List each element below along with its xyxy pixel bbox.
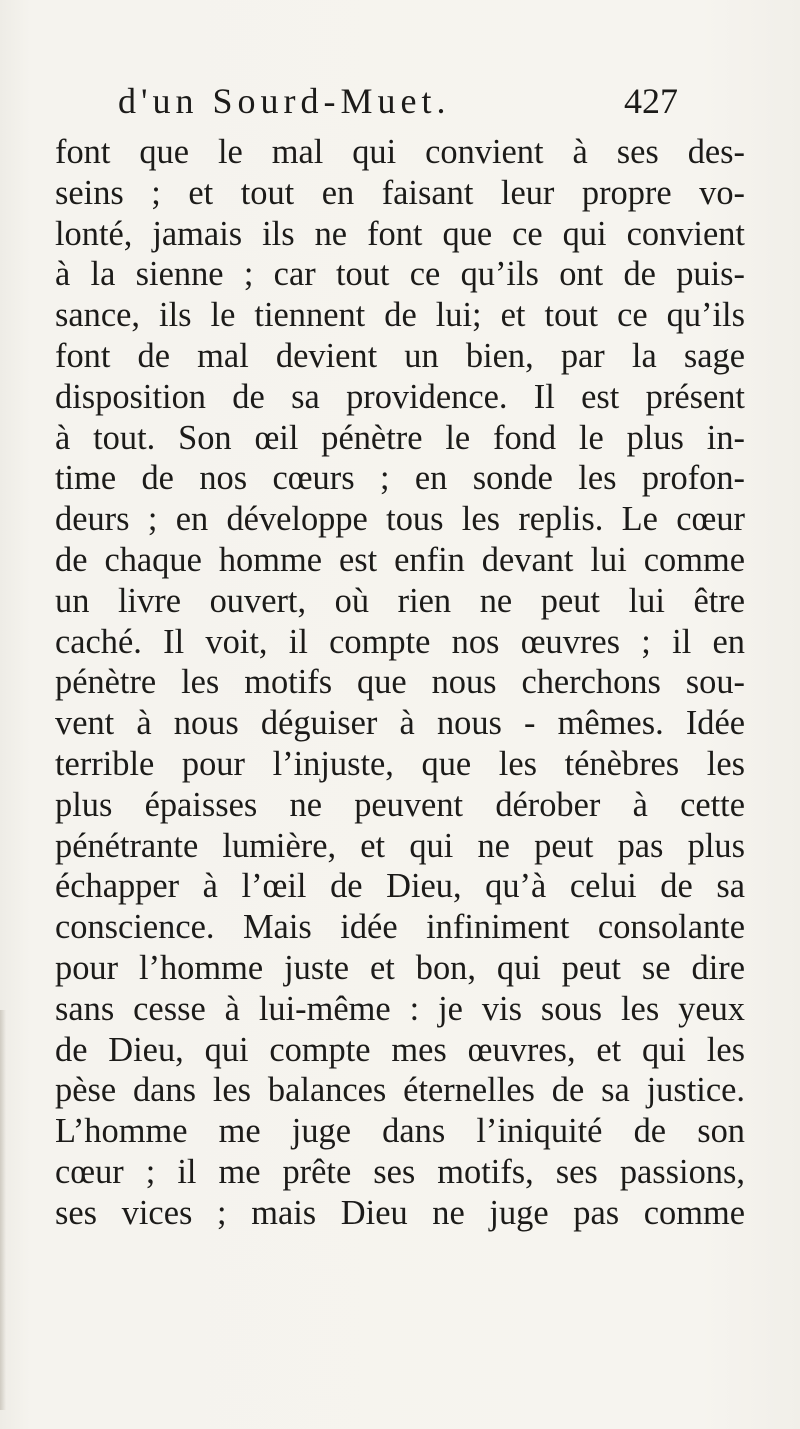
text-line: cœur ; il me prête ses motifs, ses passions, [55,1152,745,1191]
text-line: échapper à l’œil de Dieu, qu’à celui de sa [55,867,745,906]
text-line: de Dieu, qui compte mes œuvres, et qui les [55,1030,745,1069]
text-line: L’homme me juge dans l’iniquité de son [55,1112,745,1151]
text-line: de chaque homme est enfin devant lui comme [55,540,745,579]
text-line: un livre ouvert, où rien ne peut lui être [55,581,745,620]
running-title: d'un Sourd-Muet. [118,81,451,121]
text-line: font que le mal qui convient à ses des- [55,133,745,171]
text-line: time de nos cœurs ; en sonde les profon- [55,459,745,498]
text-line: seins ; et tout en faisant leur propre vo- [55,173,745,212]
text-line: pour l’homme juste et bon, qui peut se dire [55,948,745,987]
text-line: à la sienne ; car tout ce qu’ils ont de puis- [55,255,745,294]
text-line: conscience. Mais idée infiniment consolante [55,908,745,947]
running-header [118,80,678,120]
text-line: pèse dans les balances éternelles de sa justice. [55,1071,745,1110]
body-text [55,132,745,1234]
text-line: lonté, jamais ils ne font que ce qui convient [55,214,745,253]
text-line: sance, ils le tiennent de lui; et tout ce qu’ils [55,296,745,335]
text-line: pénètre les motifs que nous cherchons sou- [55,663,745,702]
text-line: caché. Il voit, il compte nos œuvres ; il en [55,622,745,661]
text-line: terrible pour l’injuste, que les ténèbres les [55,744,745,783]
text-line: à tout. Son œil pénètre le fond le plus in- [55,418,745,457]
text-line: disposition de sa providence. Il est présent [55,377,745,416]
page-number: 427 [624,81,678,121]
text-line: font de mal devient un bien, par la sage [55,336,745,375]
text-line: vent à nous déguiser à nous - mêmes. Idée [55,704,745,743]
text-line: pénétrante lumière, et qui ne peut pas plus [55,826,745,865]
text-line: sans cesse à lui-même : je vis sous les yeux [55,989,745,1028]
page-edge-shadow [0,1010,6,1410]
text-line: plus épaisses ne peuvent dérober à cette [55,785,745,824]
text-line: deurs ; en développe tous les replis. Le cœur [55,500,745,539]
text-line: ses vices ; mais Dieu ne juge pas comme [55,1193,745,1232]
